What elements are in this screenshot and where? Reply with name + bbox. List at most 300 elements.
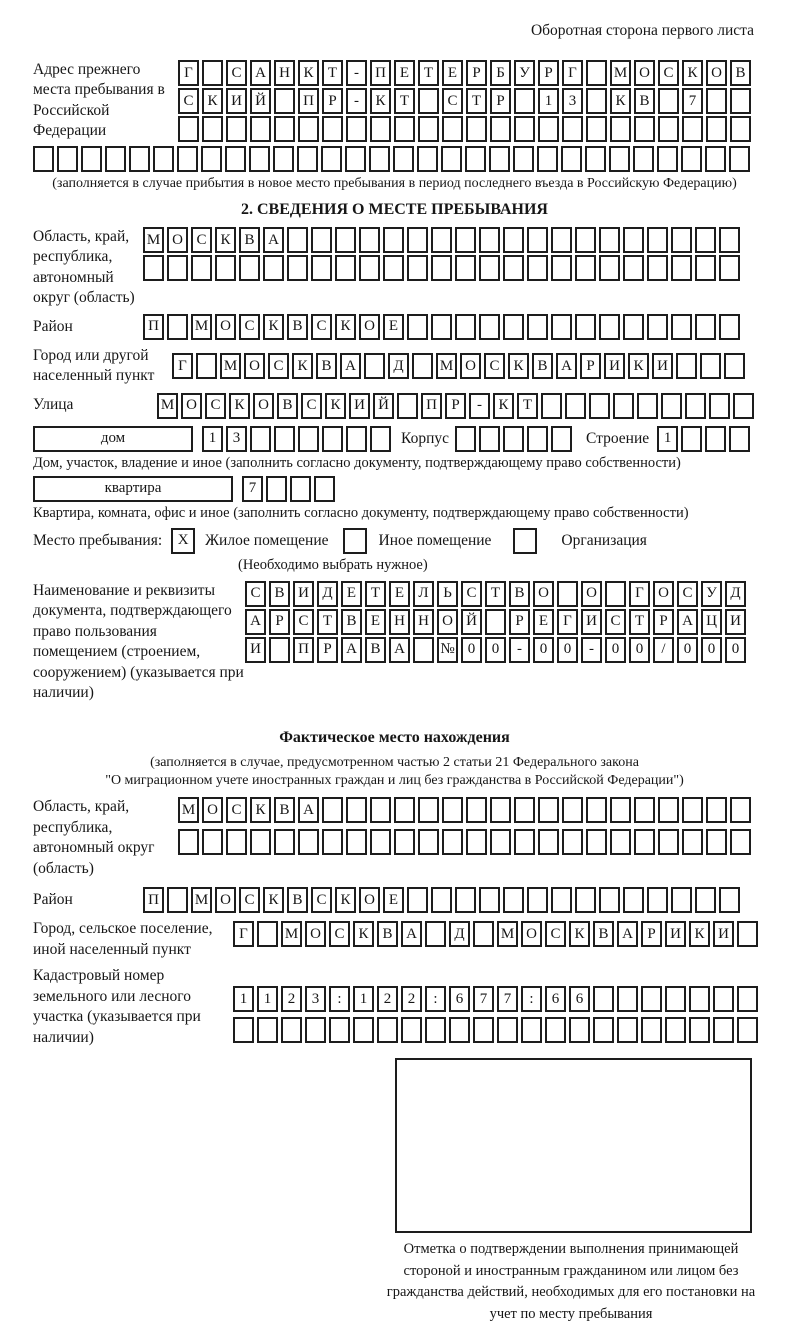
char-box[interactable]: Е <box>341 581 362 607</box>
char-box[interactable] <box>298 829 319 855</box>
char-box[interactable] <box>695 887 716 913</box>
char-box[interactable]: 6 <box>569 986 590 1012</box>
char-box[interactable] <box>593 1017 614 1043</box>
char-box[interactable]: О <box>437 609 458 635</box>
char-box[interactable] <box>407 314 428 340</box>
char-box[interactable] <box>233 1017 254 1043</box>
char-box[interactable] <box>599 314 620 340</box>
char-box[interactable] <box>455 887 476 913</box>
char-box[interactable]: С <box>226 797 247 823</box>
char-box[interactable] <box>287 255 308 281</box>
char-box[interactable]: К <box>628 353 649 379</box>
char-box[interactable]: П <box>370 60 391 86</box>
char-box[interactable]: Т <box>466 88 487 114</box>
char-box[interactable] <box>383 227 404 253</box>
char-box[interactable]: Т <box>317 609 338 635</box>
char-box[interactable] <box>274 116 295 142</box>
char-box[interactable] <box>401 1017 422 1043</box>
char-box[interactable]: К <box>229 393 250 419</box>
char-box[interactable] <box>682 829 703 855</box>
char-box[interactable]: П <box>421 393 442 419</box>
char-box[interactable] <box>321 146 342 172</box>
char-box[interactable]: - <box>346 88 367 114</box>
char-box[interactable] <box>418 797 439 823</box>
char-box[interactable]: Г <box>178 60 199 86</box>
char-box[interactable] <box>562 116 583 142</box>
char-box[interactable]: Е <box>383 314 404 340</box>
char-box[interactable]: М <box>191 887 212 913</box>
char-box[interactable] <box>250 829 271 855</box>
char-box[interactable] <box>538 797 559 823</box>
char-box[interactable] <box>479 227 500 253</box>
char-box[interactable]: С <box>461 581 482 607</box>
char-box[interactable]: 7 <box>497 986 518 1012</box>
char-box[interactable]: С <box>268 353 289 379</box>
char-box[interactable] <box>249 146 270 172</box>
char-box[interactable]: П <box>143 314 164 340</box>
char-box[interactable] <box>565 393 586 419</box>
char-box[interactable] <box>623 255 644 281</box>
char-box[interactable] <box>593 986 614 1012</box>
char-box[interactable] <box>724 353 745 379</box>
char-box[interactable]: Т <box>418 60 439 86</box>
char-box[interactable] <box>129 146 150 172</box>
char-box[interactable] <box>369 146 390 172</box>
char-box[interactable]: О <box>634 60 655 86</box>
char-box[interactable]: У <box>701 581 722 607</box>
char-box[interactable] <box>394 829 415 855</box>
char-box[interactable] <box>305 1017 326 1043</box>
char-box[interactable] <box>311 255 332 281</box>
char-box[interactable] <box>695 314 716 340</box>
char-box[interactable] <box>290 476 311 502</box>
char-box[interactable] <box>541 393 562 419</box>
char-box[interactable] <box>314 476 335 502</box>
char-box[interactable]: М <box>143 227 164 253</box>
char-box[interactable]: К <box>202 88 223 114</box>
char-box[interactable] <box>610 797 631 823</box>
char-box[interactable] <box>705 146 726 172</box>
char-box[interactable]: С <box>605 609 626 635</box>
char-box[interactable] <box>479 887 500 913</box>
char-box[interactable]: М <box>436 353 457 379</box>
char-box[interactable]: № <box>437 637 458 663</box>
char-box[interactable]: С <box>311 314 332 340</box>
char-box[interactable] <box>706 797 727 823</box>
char-box[interactable]: Т <box>629 609 650 635</box>
char-box[interactable] <box>737 1017 758 1043</box>
char-box[interactable] <box>167 314 188 340</box>
char-box[interactable] <box>575 255 596 281</box>
char-box[interactable] <box>599 887 620 913</box>
char-box[interactable]: 7 <box>682 88 703 114</box>
char-box[interactable] <box>634 116 655 142</box>
char-box[interactable]: Й <box>373 393 394 419</box>
char-box[interactable] <box>503 887 524 913</box>
char-box[interactable] <box>705 426 726 452</box>
char-box[interactable] <box>665 1017 686 1043</box>
char-box[interactable] <box>353 1017 374 1043</box>
char-box[interactable]: Р <box>466 60 487 86</box>
char-box[interactable] <box>634 829 655 855</box>
char-box[interactable]: 0 <box>605 637 626 663</box>
char-box[interactable] <box>661 393 682 419</box>
char-box[interactable] <box>431 227 452 253</box>
char-box[interactable] <box>455 255 476 281</box>
char-box[interactable] <box>730 797 751 823</box>
char-box[interactable] <box>473 921 494 947</box>
char-box[interactable] <box>623 314 644 340</box>
char-box[interactable] <box>609 146 630 172</box>
char-box[interactable]: В <box>341 609 362 635</box>
char-box[interactable]: М <box>497 921 518 947</box>
char-box[interactable]: : <box>521 986 542 1012</box>
char-box[interactable] <box>713 986 734 1012</box>
char-box[interactable] <box>431 314 452 340</box>
char-box[interactable]: К <box>250 797 271 823</box>
char-box[interactable]: А <box>389 637 410 663</box>
char-box[interactable]: Е <box>394 60 415 86</box>
char-box[interactable]: Р <box>509 609 530 635</box>
char-box[interactable] <box>713 1017 734 1043</box>
char-box[interactable] <box>335 227 356 253</box>
char-box[interactable]: Р <box>580 353 601 379</box>
char-box[interactable] <box>322 797 343 823</box>
char-box[interactable]: К <box>682 60 703 86</box>
char-box[interactable] <box>497 1017 518 1043</box>
char-box[interactable]: Ц <box>701 609 722 635</box>
char-box[interactable]: О <box>202 797 223 823</box>
char-box[interactable] <box>322 829 343 855</box>
char-box[interactable]: К <box>215 227 236 253</box>
char-box[interactable]: О <box>359 887 380 913</box>
char-box[interactable] <box>575 887 596 913</box>
char-box[interactable] <box>153 146 174 172</box>
char-box[interactable] <box>730 116 751 142</box>
char-box[interactable] <box>586 88 607 114</box>
char-box[interactable]: М <box>220 353 241 379</box>
char-box[interactable]: Н <box>413 609 434 635</box>
char-box[interactable]: Й <box>461 609 482 635</box>
char-box[interactable]: И <box>226 88 247 114</box>
char-box[interactable]: М <box>281 921 302 947</box>
char-box[interactable] <box>527 255 548 281</box>
char-box[interactable] <box>730 88 751 114</box>
char-box[interactable] <box>658 797 679 823</box>
char-box[interactable]: А <box>250 60 271 86</box>
char-box[interactable] <box>586 797 607 823</box>
char-box[interactable]: 0 <box>557 637 578 663</box>
char-box[interactable]: 0 <box>725 637 746 663</box>
char-box[interactable]: С <box>226 60 247 86</box>
char-box[interactable]: М <box>178 797 199 823</box>
char-box[interactable]: И <box>581 609 602 635</box>
char-box[interactable] <box>377 1017 398 1043</box>
char-box[interactable]: : <box>329 986 350 1012</box>
char-box[interactable] <box>719 314 740 340</box>
char-box[interactable]: А <box>245 609 266 635</box>
char-box[interactable] <box>479 255 500 281</box>
char-box[interactable] <box>527 887 548 913</box>
char-box[interactable] <box>706 88 727 114</box>
char-box[interactable] <box>729 146 750 172</box>
char-box[interactable] <box>527 314 548 340</box>
char-box[interactable] <box>513 146 534 172</box>
char-box[interactable]: К <box>370 88 391 114</box>
char-box[interactable] <box>589 393 610 419</box>
char-box[interactable]: : <box>425 986 446 1012</box>
char-box[interactable] <box>455 227 476 253</box>
char-box[interactable] <box>407 227 428 253</box>
char-box[interactable] <box>551 227 572 253</box>
char-box[interactable]: Л <box>413 581 434 607</box>
char-box[interactable]: О <box>359 314 380 340</box>
char-box[interactable]: С <box>677 581 698 607</box>
char-box[interactable]: П <box>298 88 319 114</box>
char-box[interactable] <box>370 426 391 452</box>
char-box[interactable] <box>442 797 463 823</box>
char-box[interactable] <box>215 255 236 281</box>
char-box[interactable] <box>676 353 697 379</box>
char-box[interactable]: 7 <box>473 986 494 1012</box>
char-box[interactable]: 3 <box>305 986 326 1012</box>
char-box[interactable] <box>263 255 284 281</box>
char-box[interactable] <box>393 146 414 172</box>
char-box[interactable] <box>455 426 476 452</box>
char-box[interactable]: Г <box>562 60 583 86</box>
char-box[interactable] <box>490 829 511 855</box>
char-box[interactable]: К <box>508 353 529 379</box>
char-box[interactable] <box>658 116 679 142</box>
char-box[interactable] <box>394 797 415 823</box>
char-box[interactable] <box>33 146 54 172</box>
char-box[interactable] <box>730 829 751 855</box>
char-box[interactable] <box>514 116 535 142</box>
char-box[interactable] <box>345 146 366 172</box>
char-box[interactable]: К <box>493 393 514 419</box>
char-box[interactable] <box>489 146 510 172</box>
checkbox-other-premises[interactable] <box>343 528 367 554</box>
char-box[interactable]: С <box>239 887 260 913</box>
char-box[interactable]: М <box>610 60 631 86</box>
char-box[interactable] <box>257 1017 278 1043</box>
char-box[interactable] <box>719 227 740 253</box>
char-box[interactable] <box>418 116 439 142</box>
char-box[interactable]: 1 <box>233 986 254 1012</box>
char-box[interactable] <box>521 1017 542 1043</box>
char-box[interactable] <box>335 255 356 281</box>
char-box[interactable]: - <box>469 393 490 419</box>
char-box[interactable]: К <box>298 60 319 86</box>
char-box[interactable] <box>633 146 654 172</box>
char-box[interactable] <box>671 887 692 913</box>
char-box[interactable] <box>479 314 500 340</box>
char-box[interactable]: 0 <box>701 637 722 663</box>
char-box[interactable]: О <box>215 314 236 340</box>
char-box[interactable]: 1 <box>657 426 678 452</box>
char-box[interactable] <box>226 829 247 855</box>
char-box[interactable]: Т <box>485 581 506 607</box>
char-box[interactable] <box>177 146 198 172</box>
char-box[interactable] <box>297 146 318 172</box>
char-box[interactable] <box>623 227 644 253</box>
char-box[interactable] <box>298 426 319 452</box>
char-box[interactable] <box>473 1017 494 1043</box>
char-box[interactable]: С <box>205 393 226 419</box>
char-box[interactable] <box>737 986 758 1012</box>
char-box[interactable]: И <box>725 609 746 635</box>
char-box[interactable]: А <box>340 353 361 379</box>
char-box[interactable]: 0 <box>629 637 650 663</box>
char-box[interactable]: О <box>305 921 326 947</box>
char-box[interactable]: И <box>604 353 625 379</box>
char-box[interactable]: К <box>353 921 374 947</box>
char-box[interactable]: Р <box>490 88 511 114</box>
char-box[interactable]: О <box>181 393 202 419</box>
char-box[interactable] <box>647 887 668 913</box>
char-box[interactable]: С <box>191 227 212 253</box>
char-box[interactable] <box>682 116 703 142</box>
char-box[interactable]: Ь <box>437 581 458 607</box>
char-box[interactable]: В <box>287 887 308 913</box>
char-box[interactable] <box>490 797 511 823</box>
char-box[interactable] <box>322 426 343 452</box>
char-box[interactable] <box>610 116 631 142</box>
char-box[interactable]: О <box>581 581 602 607</box>
char-box[interactable] <box>695 227 716 253</box>
char-box[interactable]: Е <box>442 60 463 86</box>
char-box[interactable] <box>527 426 548 452</box>
char-box[interactable]: М <box>191 314 212 340</box>
char-box[interactable] <box>441 146 462 172</box>
char-box[interactable]: Д <box>725 581 746 607</box>
char-box[interactable] <box>257 921 278 947</box>
char-box[interactable] <box>719 255 740 281</box>
char-box[interactable]: / <box>653 637 674 663</box>
char-box[interactable]: В <box>377 921 398 947</box>
char-box[interactable]: К <box>610 88 631 114</box>
char-box[interactable] <box>671 227 692 253</box>
char-box[interactable] <box>599 227 620 253</box>
char-box[interactable] <box>412 353 433 379</box>
char-box[interactable]: Р <box>322 88 343 114</box>
char-box[interactable] <box>514 797 535 823</box>
char-box[interactable]: Р <box>269 609 290 635</box>
char-box[interactable] <box>637 393 658 419</box>
char-box[interactable] <box>413 637 434 663</box>
char-box[interactable] <box>681 146 702 172</box>
char-box[interactable] <box>455 314 476 340</box>
char-box[interactable]: Т <box>394 88 415 114</box>
char-box[interactable] <box>700 353 721 379</box>
char-box[interactable]: Р <box>317 637 338 663</box>
char-box[interactable]: Д <box>388 353 409 379</box>
char-box[interactable]: 7 <box>242 476 263 502</box>
char-box[interactable] <box>657 146 678 172</box>
char-box[interactable] <box>418 88 439 114</box>
char-box[interactable]: Н <box>389 609 410 635</box>
char-box[interactable]: - <box>581 637 602 663</box>
char-box[interactable] <box>479 426 500 452</box>
char-box[interactable]: С <box>484 353 505 379</box>
char-box[interactable] <box>167 887 188 913</box>
char-box[interactable]: 0 <box>461 637 482 663</box>
char-box[interactable] <box>706 829 727 855</box>
char-box[interactable]: Р <box>445 393 466 419</box>
char-box[interactable]: В <box>277 393 298 419</box>
char-box[interactable] <box>57 146 78 172</box>
char-box[interactable] <box>617 986 638 1012</box>
char-box[interactable]: С <box>293 609 314 635</box>
char-box[interactable] <box>658 88 679 114</box>
char-box[interactable] <box>167 255 188 281</box>
char-box[interactable]: 2 <box>281 986 302 1012</box>
char-box[interactable] <box>274 829 295 855</box>
char-box[interactable] <box>81 146 102 172</box>
char-box[interactable]: О <box>706 60 727 86</box>
char-box[interactable] <box>178 829 199 855</box>
char-box[interactable] <box>605 581 626 607</box>
char-box[interactable]: О <box>533 581 554 607</box>
char-box[interactable] <box>346 829 367 855</box>
char-box[interactable] <box>551 887 572 913</box>
char-box[interactable] <box>226 116 247 142</box>
char-box[interactable] <box>719 887 740 913</box>
char-box[interactable] <box>706 116 727 142</box>
char-box[interactable] <box>287 227 308 253</box>
checkbox-organization[interactable] <box>513 528 537 554</box>
char-box[interactable] <box>514 88 535 114</box>
char-box[interactable] <box>551 255 572 281</box>
char-box[interactable] <box>466 829 487 855</box>
char-box[interactable]: С <box>658 60 679 86</box>
char-box[interactable] <box>370 116 391 142</box>
char-box[interactable]: П <box>143 887 164 913</box>
char-box[interactable] <box>143 255 164 281</box>
char-box[interactable] <box>239 255 260 281</box>
char-box[interactable]: С <box>329 921 350 947</box>
char-box[interactable]: Й <box>250 88 271 114</box>
char-box[interactable]: Т <box>365 581 386 607</box>
char-box[interactable] <box>689 986 710 1012</box>
char-box[interactable]: И <box>293 581 314 607</box>
char-box[interactable] <box>202 60 223 86</box>
char-box[interactable]: О <box>253 393 274 419</box>
char-box[interactable] <box>250 116 271 142</box>
char-box[interactable] <box>681 426 702 452</box>
char-box[interactable]: Е <box>383 887 404 913</box>
char-box[interactable] <box>178 116 199 142</box>
char-box[interactable]: Е <box>389 581 410 607</box>
char-box[interactable]: В <box>593 921 614 947</box>
char-box[interactable] <box>201 146 222 172</box>
char-box[interactable] <box>599 255 620 281</box>
char-box[interactable] <box>196 353 217 379</box>
char-box[interactable]: 3 <box>226 426 247 452</box>
char-box[interactable]: Г <box>172 353 193 379</box>
char-box[interactable] <box>383 255 404 281</box>
char-box[interactable]: К <box>263 314 284 340</box>
char-box[interactable] <box>737 921 758 947</box>
char-box[interactable] <box>490 116 511 142</box>
char-box[interactable]: А <box>263 227 284 253</box>
char-box[interactable] <box>425 921 446 947</box>
char-box[interactable]: С <box>545 921 566 947</box>
char-box[interactable] <box>503 227 524 253</box>
char-box[interactable]: Т <box>322 60 343 86</box>
char-box[interactable]: А <box>298 797 319 823</box>
char-box[interactable] <box>733 393 754 419</box>
